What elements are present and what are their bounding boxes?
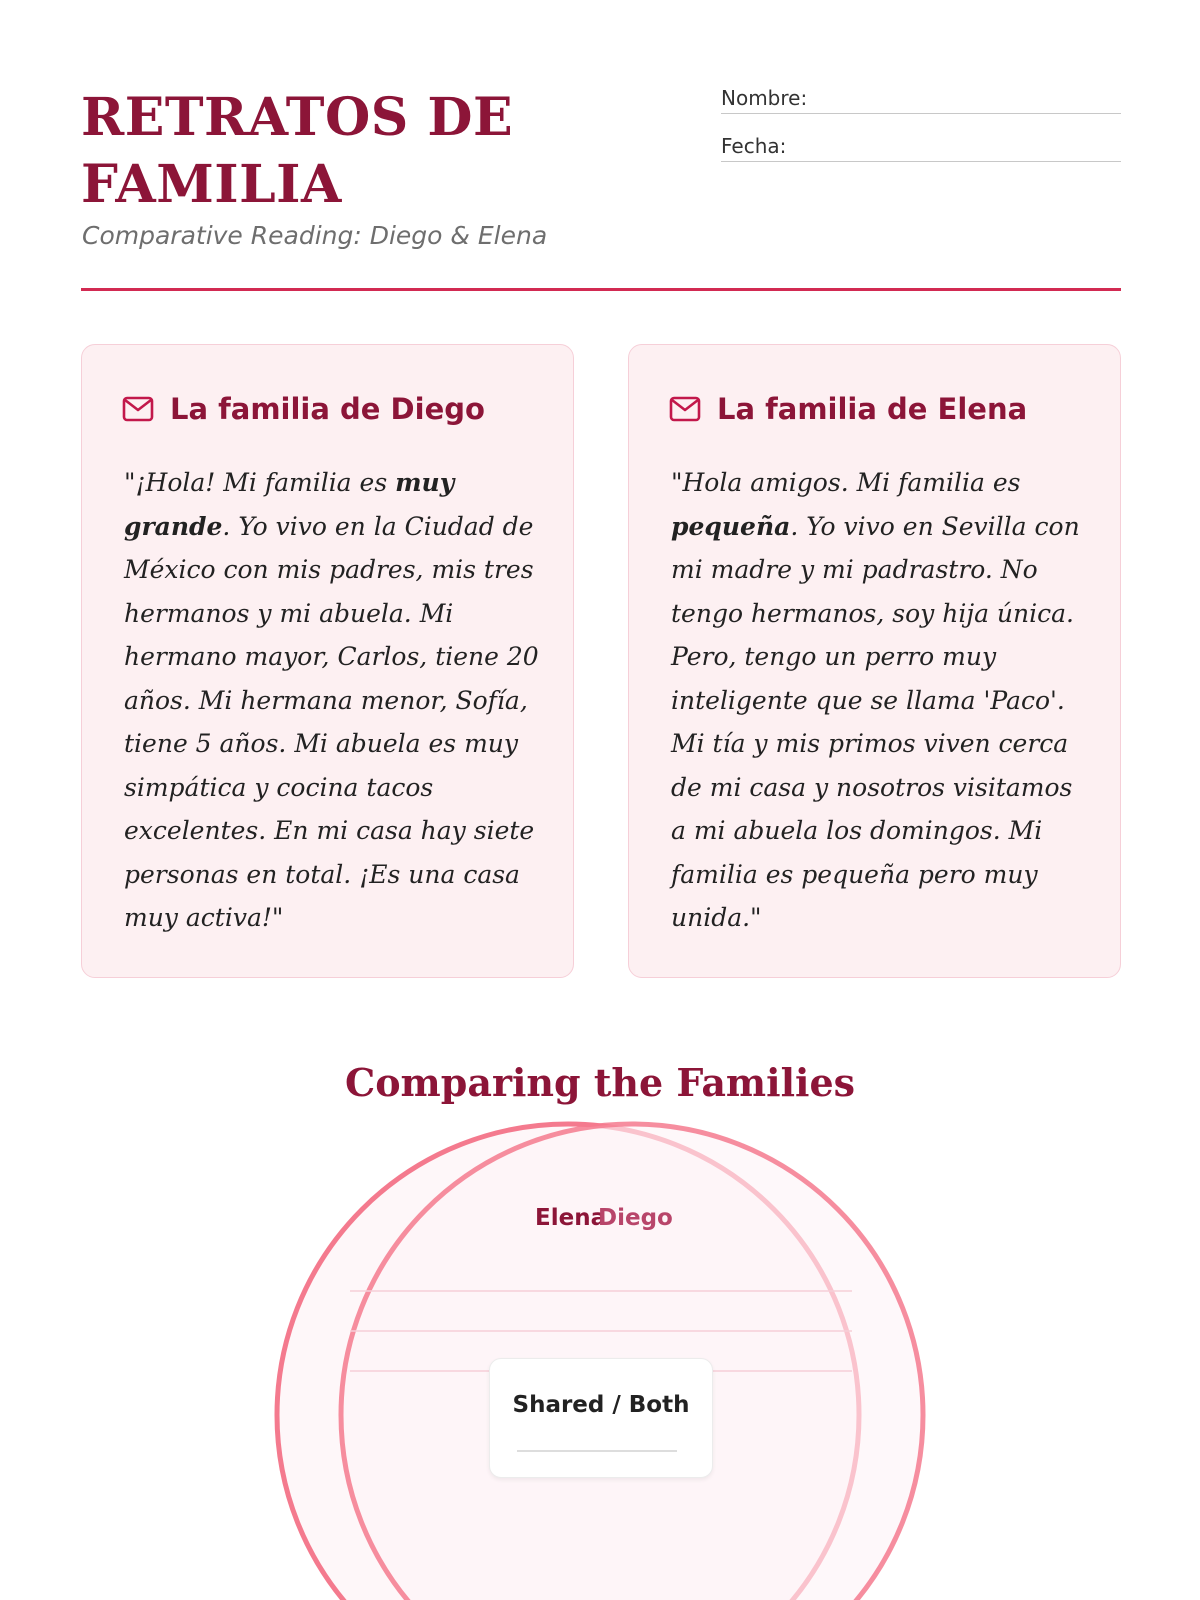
card-title: La familia de Diego (170, 392, 485, 426)
reading-text-bold: muy grande (124, 468, 455, 541)
reading-text-rest: . Yo vivo en Sevilla con mi madre y mi padrastro. No tengo hermanos, soy hija única. Pero, tengo un perro muy inteligente que se llama 'Paco'. Mi tía y mis primos viven cerca de mi casa y nosotros visitamos a mi abuela los domingos. Mi familia es pequeña pero muy unida." (671, 511, 1080, 932)
name-label: Nombre: (721, 86, 808, 110)
reading-text-rest: . Yo vivo en la Ciudad de México con mis padres, mis tres hermanos y mi abuela. Mi hermano mayor, Carlos, tiene 20 años. Mi hermana menor, Sofía, tiene 5 años. Mi abuela es muy simpática y cocina tacos excelentes. En mi casa hay siete personas en total. ¡Es una casa muy activa!" (124, 511, 539, 932)
page-title: RETRATOS DE FAMILIA (81, 87, 514, 215)
reading-text-start: "Hola amigos. Mi familia es (671, 468, 1021, 497)
venn-label-elena: Elena (535, 1205, 607, 1231)
date-label: Fecha: (721, 134, 787, 158)
reading-text-bold: pequeña (671, 511, 791, 541)
comparison-title: Comparing the Families (344, 1060, 856, 1105)
page-subtitle: Comparative Reading: Diego & Elena (82, 221, 548, 250)
venn-label-diego: Diego (598, 1205, 673, 1231)
card-title: La familia de Elena (717, 392, 1028, 426)
shared-box[interactable] (489, 1358, 713, 1478)
shared-label: Shared / Both (512, 1392, 690, 1418)
reading-text-start: "¡Hola! Mi familia es (124, 468, 396, 497)
shared-writing-line (517, 1450, 677, 1452)
